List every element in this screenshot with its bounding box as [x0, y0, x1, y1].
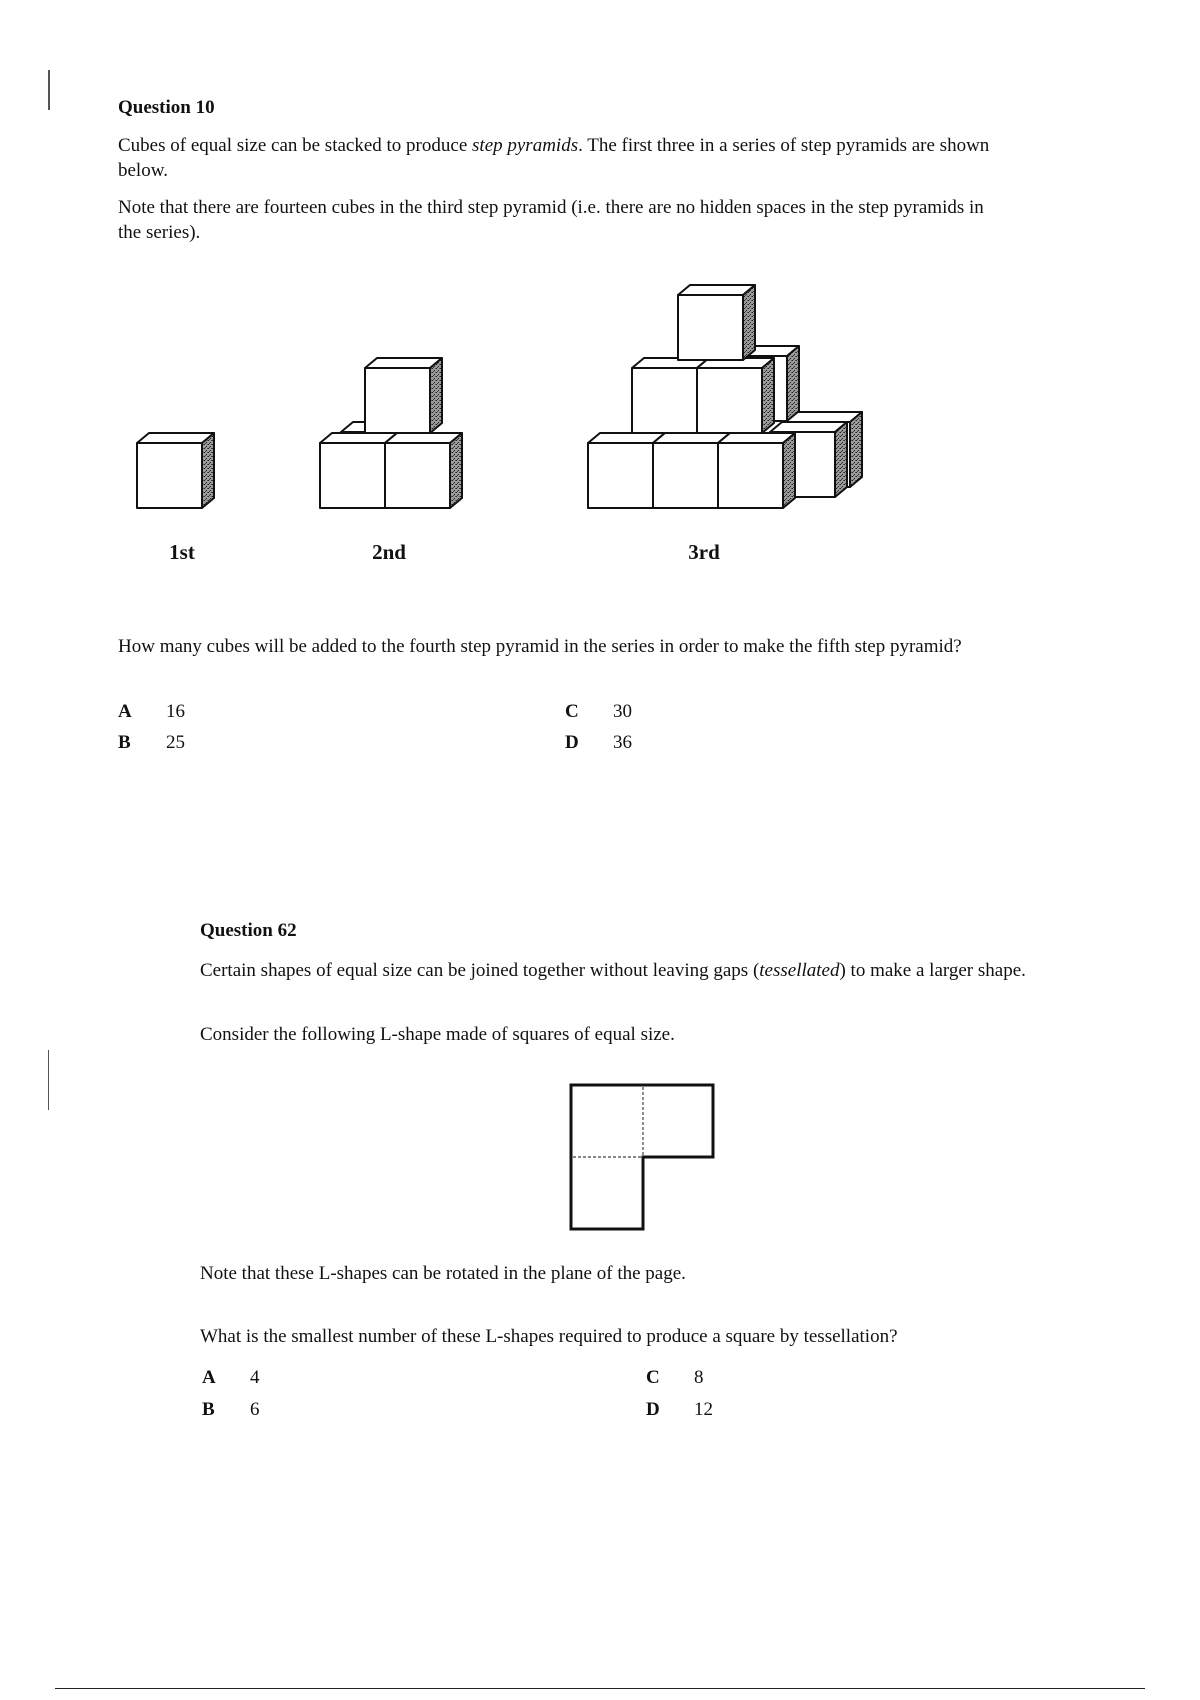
pyramid-label-2nd: 2nd [372, 540, 406, 564]
option-letter: B [202, 1399, 215, 1420]
option-value: 8 [694, 1367, 704, 1388]
option-value: 16 [166, 701, 185, 722]
q62-option-b[interactable] [202, 1399, 260, 1421]
option-letter: D [565, 732, 579, 753]
option-letter: B [118, 732, 131, 753]
q62-intro-emphasis: tessellated [759, 960, 840, 981]
option-letter: C [646, 1367, 660, 1388]
q10-intro-emphasis: step pyramids [472, 135, 579, 156]
pyramid-label-3rd: 3rd [688, 540, 720, 564]
q10-note: Note that there are fourteen cubes in the third step pyramid (i.e. there are no hidden spaces in the step pyramids in the series). [118, 197, 984, 243]
q62-intro-text: Certain shapes of equal size can be joined together without leaving gaps ( [200, 960, 760, 981]
option-letter: A [202, 1367, 216, 1388]
option-value: 30 [613, 701, 632, 722]
q10-intro-text-end: . The first three in a series of step pyramids are shown below. [118, 135, 990, 181]
q62-option-c[interactable] [646, 1367, 704, 1389]
option-letter: C [565, 701, 579, 722]
option-value: 25 [166, 732, 185, 753]
q10-question: How many cubes will be added to the fourth step pyramid in the series in order to make the fifth step pyramid? [118, 636, 962, 657]
option-letter: A [118, 701, 132, 722]
q62-title: Question 62 [200, 920, 297, 941]
option-value: 36 [613, 732, 632, 753]
q62-note: Note that these L-shapes can be rotated in the plane of the page. [200, 1263, 686, 1284]
q62-question: What is the smallest number of these L-shapes required to produce a square by tessellation? [200, 1326, 898, 1347]
option-value: 6 [250, 1399, 260, 1420]
q62-intro-text-end: ) to make a larger shape. [839, 960, 1026, 981]
l-shape-outline [571, 1085, 713, 1229]
page-bottom-rule [55, 1688, 1145, 1689]
option-value: 12 [694, 1399, 713, 1420]
q10-title: Question 10 [118, 97, 215, 118]
option-value: 4 [250, 1367, 260, 1388]
pyramid-label-1st: 1st [169, 540, 195, 564]
q62-option-a[interactable] [202, 1367, 260, 1389]
q62-option-d[interactable] [646, 1399, 713, 1421]
q10-intro-text: Cubes of equal size can be stacked to produce [118, 135, 473, 156]
q62-consider: Consider the following L-shape made of squares of equal size. [200, 1024, 675, 1045]
option-letter: D [646, 1399, 660, 1420]
